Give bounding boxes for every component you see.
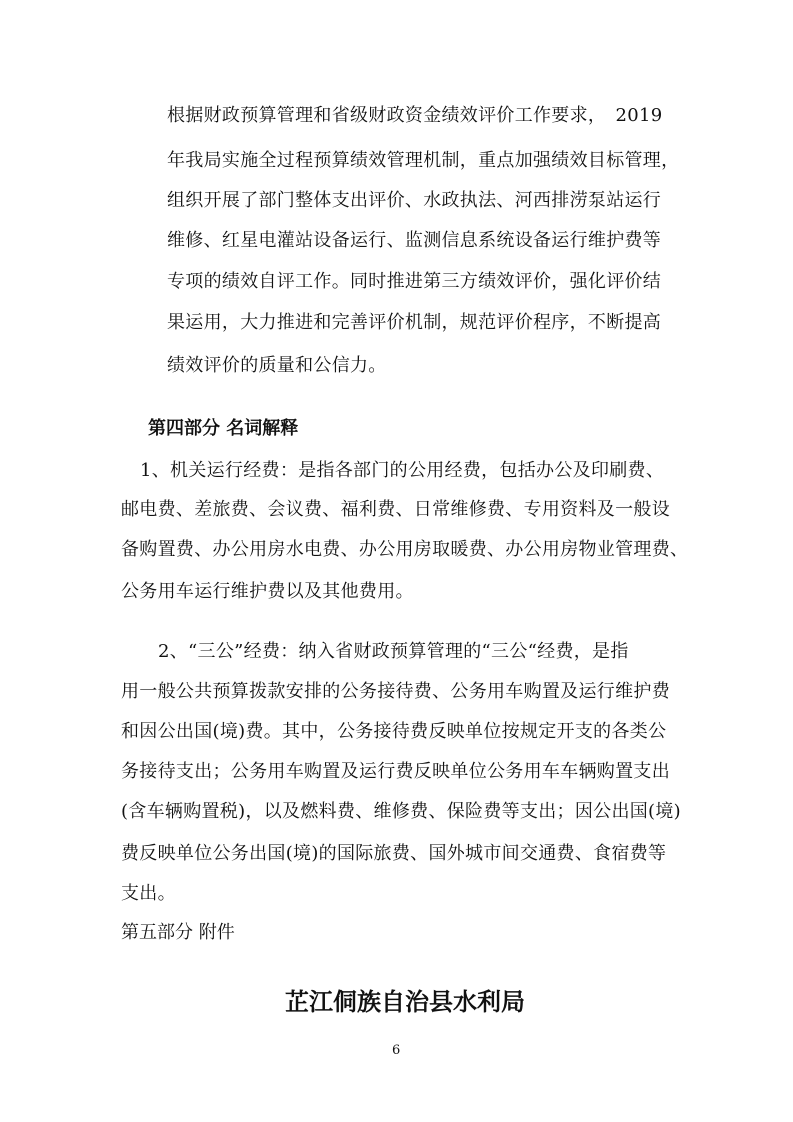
definition-1-line: 1、机关运行经费：是指各部门的公用经费，包括办公及印刷费、 <box>140 460 665 481</box>
page-number: 6 <box>392 1043 401 1058</box>
definition-2-line: 2、“三公”经费：纳入省财政预算管理的“三公“经费，是指 <box>158 641 629 662</box>
definition-2-line: 和因公出国(境)费。其中，公务接待费反映单位按规定开支的各类公 <box>121 721 667 742</box>
definition-2-line: 支出。 <box>121 883 176 904</box>
organization-title: 芷江侗族自治县水利局 <box>285 987 525 1016</box>
definition-2-line: 费反映单位公务出国(境)的国际旅费、国外城市间交通费、食宿费等 <box>121 843 667 864</box>
paragraph-line: 专项的绩效自评工作。同时推进第三方绩效评价，强化评价结 <box>167 271 662 292</box>
definition-1-line: 备购置费、办公用房水电费、办公用房取暖费、办公用房物业管理费、 <box>121 539 689 560</box>
section-heading-part5: 第五部分 附件 <box>121 922 235 943</box>
paragraph-line: 年我局实施全过程预算绩效管理机制，重点加强绩效目标管理， <box>167 150 680 171</box>
definition-2-line: (含车辆购置税)，以及燃料费、维修费、保险费等支出；因公出国(境) <box>121 801 681 822</box>
paragraph-line: 维修、红星电灌站设备运行、监测信息系统设备运行维护费等 <box>167 230 662 251</box>
definition-2-line: 务接待支出；公务用车购置及运行费反映单位公务用车车辆购置支出 <box>121 761 670 782</box>
paragraph-line: 果运用，大力推进和完善评价机制，规范评价程序，不断提高 <box>167 312 662 333</box>
definition-2-line: 用一般公共预算拨款安排的公务接待费、公务用车购置及运行维护费 <box>121 681 670 702</box>
paragraph-line: 根据财政预算管理和省级财政资金绩效评价工作要求， 2019 <box>167 105 663 126</box>
definition-1-line: 公务用车运行维护费以及其他费用。 <box>121 581 414 602</box>
section-heading-part4: 第四部分 名词解释 <box>148 418 299 439</box>
paragraph-line: 绩效评价的质量和公信力。 <box>167 355 387 376</box>
definition-1-line: 邮电费、差旅费、会议费、福利费、日常维修费、专用资料及一般设 <box>121 499 670 520</box>
paragraph-line: 组织开展了部门整体支出评价、水政执法、河西排涝泵站运行 <box>167 190 662 211</box>
